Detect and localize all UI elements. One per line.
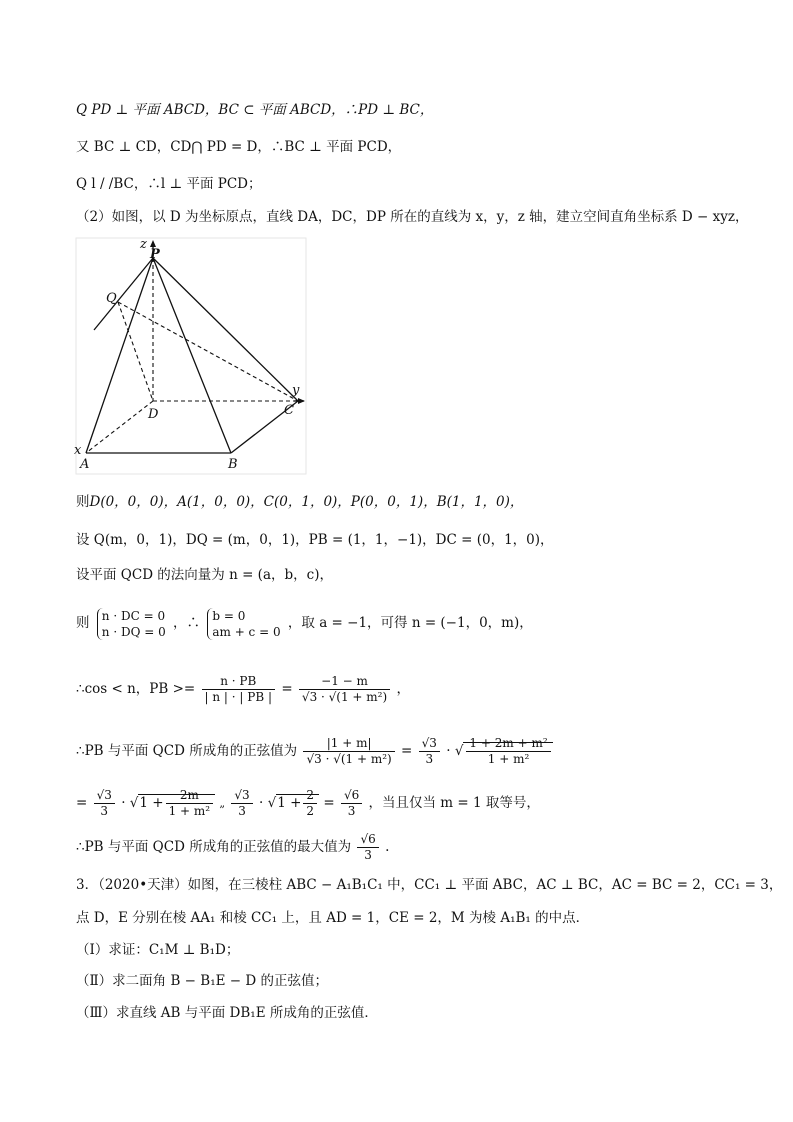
line-9: ∴cos < n，PB >= $\frac{n \cdot PB}{| n | \cdot | PB |}$ = $\frac{-1 - m}{\text{√3 · √(1 + m²)}}$ ， (76, 674, 410, 704)
line-10: ∴PB 与平面 QCD 所成角的正弦值为 $\frac{|1 + m|}{\text{√3 · √(1 + m²)}}$ = $\frac{√3}{3}$ · √ $\frac{\text{1 + 2m + m²}}{\text{1 + m²}}$ (76, 734, 553, 768)
fraction-cos-1: $\frac{n \cdot PB}{| n | \cdot | PB |}$ (202, 674, 276, 705)
system-1: n · DC = 0 n · DQ = 0 (97, 608, 166, 640)
label-B: B (228, 457, 238, 472)
problem-3-part-3: （Ⅲ）求直线 AB 与平面 DB₁E 所成角的正弦值． (76, 1005, 378, 1021)
fraction-cos-2: $\frac{-1 - m}{\text{√3 · √(1 + m²)}}$ (299, 674, 390, 705)
problem-3-part-1: （Ⅰ）求证：C₁M ⊥ B₁D； (76, 942, 240, 958)
line-7 (76, 566, 333, 584)
label-C: C (284, 403, 294, 418)
label-P: P (150, 247, 160, 262)
line-1 (76, 101, 433, 119)
text-line-4: （2）如图，以 D 为坐标原点，直线 DA，DC，DP 所在的直线为 x，y，z 轴，建立空间直角坐标系 D − xyz， (76, 209, 749, 225)
line-12: ∴PB 与平面 QCD 所成角的正弦值的最大值为 $\frac{√6}{3}$ . (76, 832, 390, 862)
label-D: D (148, 407, 159, 422)
text-line-5-prefix: 则 (76, 494, 90, 510)
system-2: b = 0 am + c = 0 (207, 608, 280, 640)
problem-3-part-2: （Ⅱ）求二面角 B − B₁E − D 的正弦值； (76, 973, 328, 989)
fraction-sin-3: $\frac{\text{1 + 2m + m²}}{\text{1 + m²}}$ (466, 736, 550, 767)
line-4 (76, 208, 749, 226)
fraction-sin-1: $\frac{|1 + m|}{\text{√3 · √(1 + m²)}}$ (303, 736, 394, 767)
label-y: y (292, 383, 300, 398)
problem-3-line-2: 点 D，E 分别在棱 AA₁ 和棱 CC₁ 上，且 AD = 1，CE = 2，M 为棱 A₁B₁ 的中点． (76, 910, 590, 926)
label-Q: Q (106, 291, 117, 306)
fraction-sin-2: $\frac{√3}{3}$ (419, 736, 440, 767)
line-2 (76, 138, 401, 156)
line-3 (76, 175, 261, 193)
problem-3-line-1: 3．（2020•天津）如图，在三棱柱 ABC − A₁B₁C₁ 中，CC₁ ⊥ 平面 ABC，AC ⊥ BC，AC = BC = 2，CC₁ = 3， (76, 877, 783, 893)
text-line-3: Q l / /BC，∴l ⊥ 平面 PCD； (76, 176, 262, 192)
label-A: A (80, 457, 90, 472)
line-8: 则 n · DC = 0 n · DQ = 0 ，∴ b = 0 am + c = 0 ，取 a = −1，可得 n = (−1，0，m)， (76, 608, 533, 639)
pyramid-figure (76, 238, 306, 474)
label-z: z (140, 237, 147, 252)
line-11: = $\frac{√3}{3}$ · √1 + $\frac{2m}{\text{1 + m²}}$ „ $\frac{√3}{3}$ · √1 + $\frac{2}{2}$ = $\frac{√6}{3}$ ，当且仅当 m = 1 取等号， (76, 788, 540, 818)
label-x: x (74, 443, 82, 458)
text-line-1: Q PD ⊥ 平面 ABCD，BC ⊂ 平面 ABCD，∴PD ⊥ BC， (76, 102, 434, 118)
line-6 (76, 531, 554, 549)
text-line-6: 设 Q(m，0，1)，DQ = (m，0，1)，PB = (1，1，−1)，DC = (0，1，0)， (76, 532, 554, 548)
text-line-5-coords: D(0，0，0)，A(1，0，0)，C(0，1，0)，P(0，0，1)，B(1，1，0)， (89, 494, 524, 510)
text-line-2: 又 BC ⊥ CD，CD⋂ PD = D，∴BC ⊥ 平面 PCD， (76, 139, 402, 155)
line-5 (76, 493, 523, 511)
text-line-7: 设平面 QCD 的法向量为 n = (a，b，c)， (76, 567, 333, 583)
